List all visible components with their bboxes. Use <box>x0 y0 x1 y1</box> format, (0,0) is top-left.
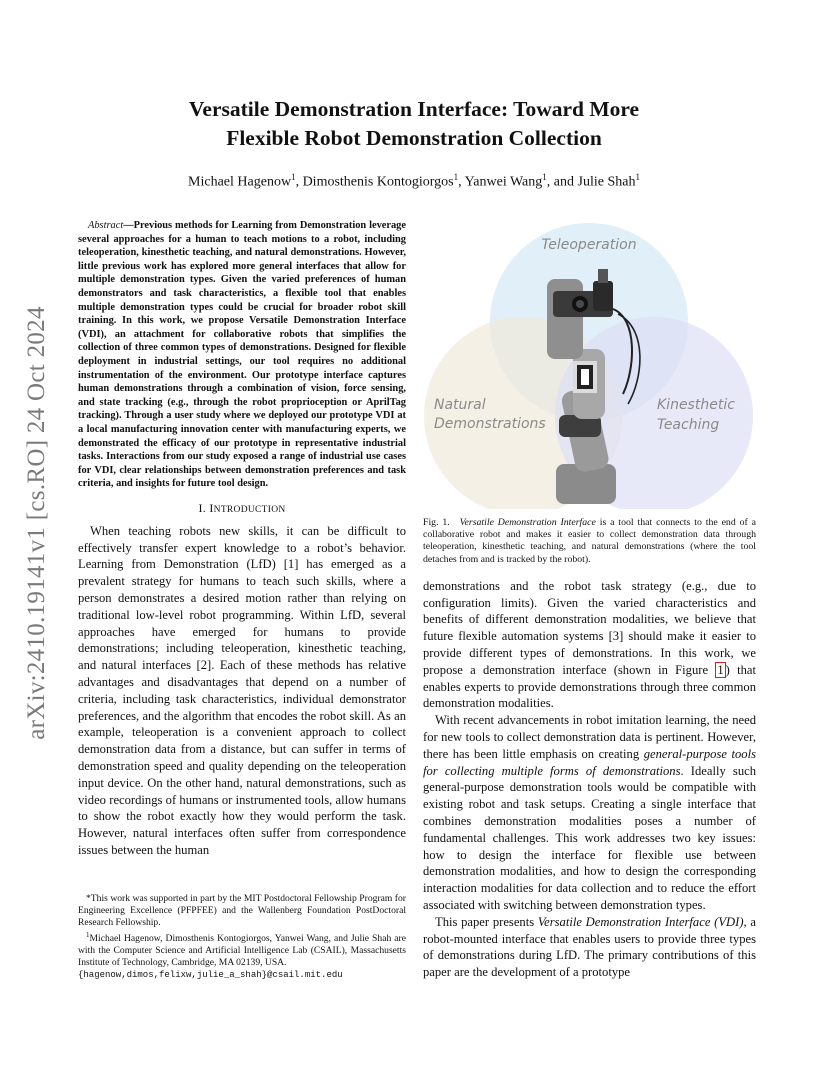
left-column <box>78 219 406 859</box>
title-line-2: Flexible Robot Demonstration Collection <box>226 126 602 150</box>
author-separator: , <box>295 174 303 190</box>
section-title-first: I <box>209 500 214 515</box>
arxiv-id: arXiv:2410.19141v1 [cs.RO] 24 Oct 2024 <box>23 306 50 740</box>
abstract-text: Previous methods for Learning from Demonstration leverage several approaches for a human to teach motions to a robot, including teleoperation, kinesthetic teaching, and natural demonstrations. However, little previous work has explored more general interfaces that allow for multiple demonstration types. Given the varied preferences of human demonstrators and task characteristics, a flexible tool that enables multiple demonstration types could be crucial for broader robot skill training. In this work, we propose Versatile Demonstration Interface (VDI), an attachment for collaborative robots that simplifies the collection of three common types of demonstrations. Designed for flexible deployment in industrial settings, our tool requires no additional instrumentation of the environment. Our prototype interface captures human demonstrations through a combination of vision, force sensing, and state tracking (e.g., through the robot proprioception or AprilTag tracking). Through a user study where we deployed our prototype VDI at a local manufacturing innovation center with manufacturing experts, we demonstrated the efficacy of our prototype in representative industrial tasks. Interactions from our study exposed a range of industrial use cases for VDI, clear relationships between demonstration preferences and task criteria, and insights for future tool design. <box>78 220 406 490</box>
paragraph-text: With recent advancements in robot imitation learning, the need for new tools to collect demonstration data is pertinent. However, there has been little emphasis on creating <box>423 713 756 761</box>
paragraph-continued <box>423 578 756 712</box>
author-name: Julie Shah <box>577 174 636 190</box>
author-name: Yanwei Wang <box>464 174 543 190</box>
paragraph-text: This paper presents <box>435 914 538 929</box>
funding-footnote: *This work was supported in part by the MIT Postdoctoral Fellowship Program for Engineering Excellence (PFPFEE) and the Wallenberg Foundation PostDoctoral Research Fellowship. <box>78 893 406 928</box>
author-list <box>80 172 748 191</box>
title-line-1: Versatile Demonstration Interface: Toward More <box>188 97 640 121</box>
right-column <box>423 219 756 981</box>
label-teaching: Teaching <box>657 417 720 433</box>
affiliation-mark: 1 <box>86 931 90 939</box>
paragraph-emphasis: general-purpose tools for collecting multiple forms of demonstrations <box>423 746 756 778</box>
author-name: Dimosthenis Kontogiorgos <box>302 174 454 190</box>
right-body <box>423 578 756 981</box>
affiliation-mark: 1 <box>291 172 296 182</box>
author-separator: , <box>458 174 465 190</box>
author-separator: , and <box>546 174 578 190</box>
paragraph-text: demonstrations and the robot task strategy (e.g., due to configuration limits). Given the varied characteristics and benefits of different demonstration modalities, we believe that future flexible automation systems [3] should make it easier to provide different types of demonstrations. In this work, we propose a demonstration interface (shown in Figure <box>423 578 756 677</box>
intro-paragraph: When teaching robots new skills, it can be difficult to effectively transfer expert knowledge to a robot’s behavior. Learning from Demonstration (LfD) [1] has emerged as a prevalent strategy for humans to teach such skills, where a person demonstrates a desired motion rather than relying on traditional low-level robot programming. Within LfD, several approaches have emerged for humans to provide demonstrations; including teleoperation, kinesthetic teaching, and natural interfaces [2]. Each of these methods has relative advantages and disadvantages that depend on a number of criteria, including task characteristics, individual demonstrator preferences, and the algorithm that encodes the robot skill. As an example, teleoperation is a convenient approach to collect demonstration data from a distance, but can suffer in terms of demonstration speed and quality depending on the teleoperation input device. On the other hand, natural demonstrations, such as video recordings of humans or instrumented tools, allow humans to show the robot exactly how they would perform the task. However, natural interfaces often suffer from correspondence issues between the human <box>78 523 406 858</box>
section-number: I. <box>198 500 207 515</box>
affiliation-mark: 1 <box>635 172 640 182</box>
figure-reference-link[interactable]: 1 <box>717 662 724 677</box>
caption-text: is a tool that connects to the end of a collaborative robot and makes it easier to collect demonstration data through teleoperation, kinesthetic teaching, and natural demonstrations (where the tool detaches from and is tracked by the robot). <box>423 517 756 565</box>
paragraph-text: . Ideally such general-purpose demonstration tools would be compatible with existing robot and task setups. Creating a single interface that combines demonstration modalities poses a number of fundamental challenges. This work addresses two key issues: how to design the interface for flexible use between demonstration modalities, and how to design the corresponding interaction modalities for data collection and to reduce the effort associated with switching between demonstration types. <box>423 763 757 912</box>
paragraph-emphasis: Versatile Demonstration Interface (VDI) <box>537 914 744 929</box>
label-kinesthetic: Kinesthetic <box>657 397 735 413</box>
affiliation-text: Michael Hagenow, Dimosthenis Kontogiorgos, Yanwei Wang, and Julie Shah are with the Computer Science and Artificial Intelligence Lab (CSAIL), Massachusetts Institute of Technology, Cambridge, MA 02139, USA. <box>78 933 406 969</box>
paragraph-contributions <box>423 914 756 981</box>
affiliation-mark: 1 <box>453 172 459 182</box>
author-name: Michael Hagenow <box>188 174 292 190</box>
affiliation-footnote <box>78 929 406 969</box>
paragraph-motivation <box>423 712 756 914</box>
affiliation-mark: 1 <box>542 172 547 182</box>
footnotes <box>78 893 406 981</box>
caption-label: Fig. 1. <box>423 517 450 528</box>
section-heading <box>78 501 406 516</box>
label-natural: Natural <box>434 397 486 413</box>
author-emails: {hagenow,dimos,felixw,julie_a_shah}@csail.mit.edu <box>78 970 343 981</box>
section-title-rest: NTRODUCTION <box>213 504 286 515</box>
paragraph-text: , a robot-mounted interface that enables users to provide three types of demonstrations during LfD. The primary contributions of this paper are the development of a prototype <box>423 914 756 980</box>
paragraph-text-end: ) that enables experts to provide demonstrations through three common demonstration modalities. <box>423 662 757 711</box>
venn-diagram <box>423 219 756 509</box>
abstract-dash: — <box>123 220 134 231</box>
abstract <box>78 219 406 491</box>
abstract-label: Abstract <box>88 220 124 231</box>
caption-emphasis: Versatile Demonstration Interface <box>459 517 596 528</box>
paper-title <box>80 95 748 153</box>
label-teleoperation: Teleoperation <box>541 237 637 253</box>
label-demonstrations: Demonstrations <box>434 416 546 432</box>
figure-caption <box>423 517 756 566</box>
figure-1 <box>423 219 756 509</box>
arxiv-stamp <box>22 288 52 758</box>
